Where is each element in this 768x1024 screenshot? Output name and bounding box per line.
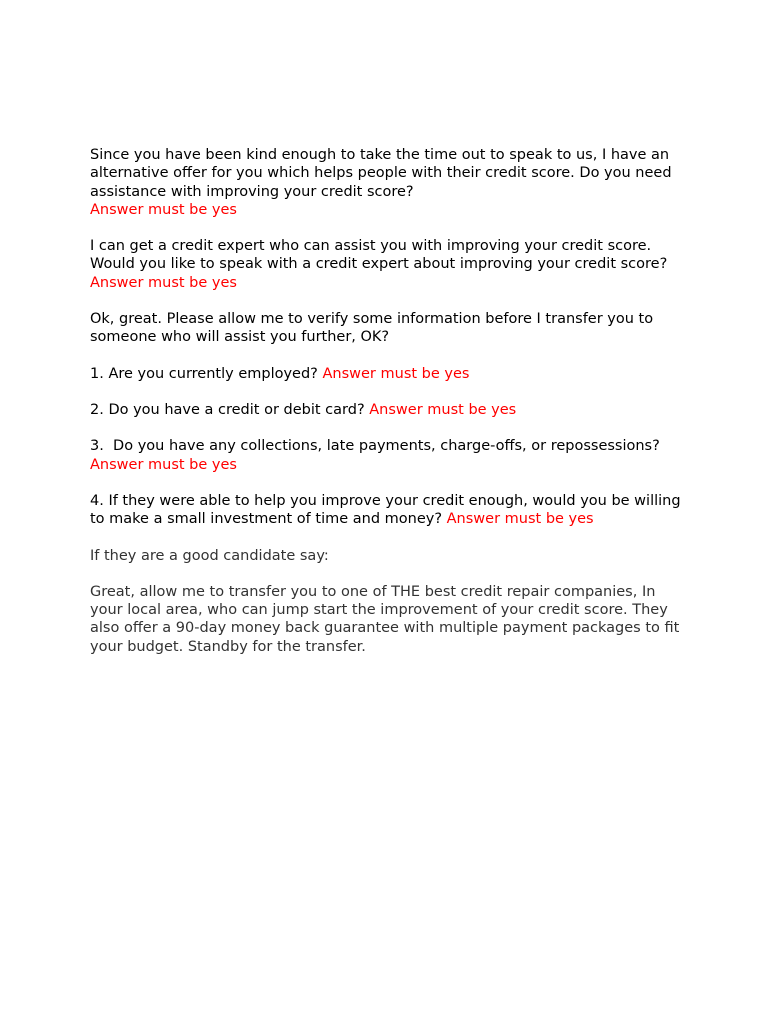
- candidate-paragraph: [90, 547, 690, 565]
- question-1-answer-note: Answer must be yes: [322, 365, 470, 382]
- question-1: [90, 365, 690, 383]
- question-4: [90, 492, 690, 528]
- question-2-text: 2. Do you have a credit or debit card?: [90, 401, 365, 418]
- intro-text: Since you have been kind enough to take the time out to speak to us, I have an alternative offer for you which helps people with their credit score. Do you need assistance with improving your credit score?: [90, 147, 672, 200]
- intro-paragraph: [90, 128, 690, 219]
- question-3-text: 3. Do you have any collections, late payments, charge-offs, or repossessions?: [90, 438, 660, 455]
- question-3: [90, 437, 690, 473]
- verify-paragraph: [90, 310, 690, 346]
- question-4-text: 4. If they were able to help you improve your credit enough, would you be willing to make a small investment of time and money?: [90, 492, 681, 528]
- question-1-text: 1. Are you currently employed?: [90, 365, 318, 382]
- intro-answer-note: Answer must be yes: [90, 201, 237, 218]
- candidate-text: If they are a good candidate say:: [90, 547, 329, 564]
- expert-answer-note: Answer must be yes: [90, 274, 237, 291]
- closing-text: Great, allow me to transfer you to one of THE best credit repair companies, In your local area, who can jump start the improvement of your credit score. They also offer a 90-day money back guarantee with multiple payment packages to fit your budget. Standby for the transfer.: [90, 583, 680, 655]
- closing-paragraph: [90, 583, 690, 656]
- expert-text: I can get a credit expert who can assist you with improving your credit score. Would you like to speak with a credit expert about improving your credit score?: [90, 238, 668, 273]
- question-2: [90, 401, 690, 419]
- question-2-answer-note: Answer must be yes: [369, 401, 517, 418]
- question-3-answer-note: Answer must be yes: [90, 456, 237, 473]
- expert-paragraph: [90, 237, 690, 292]
- script-content: [90, 128, 690, 674]
- verify-text: Ok, great. Please allow me to verify some information before I transfer you to someone who will assist you further, OK?: [90, 311, 654, 346]
- question-4-answer-note: Answer must be yes: [446, 511, 594, 528]
